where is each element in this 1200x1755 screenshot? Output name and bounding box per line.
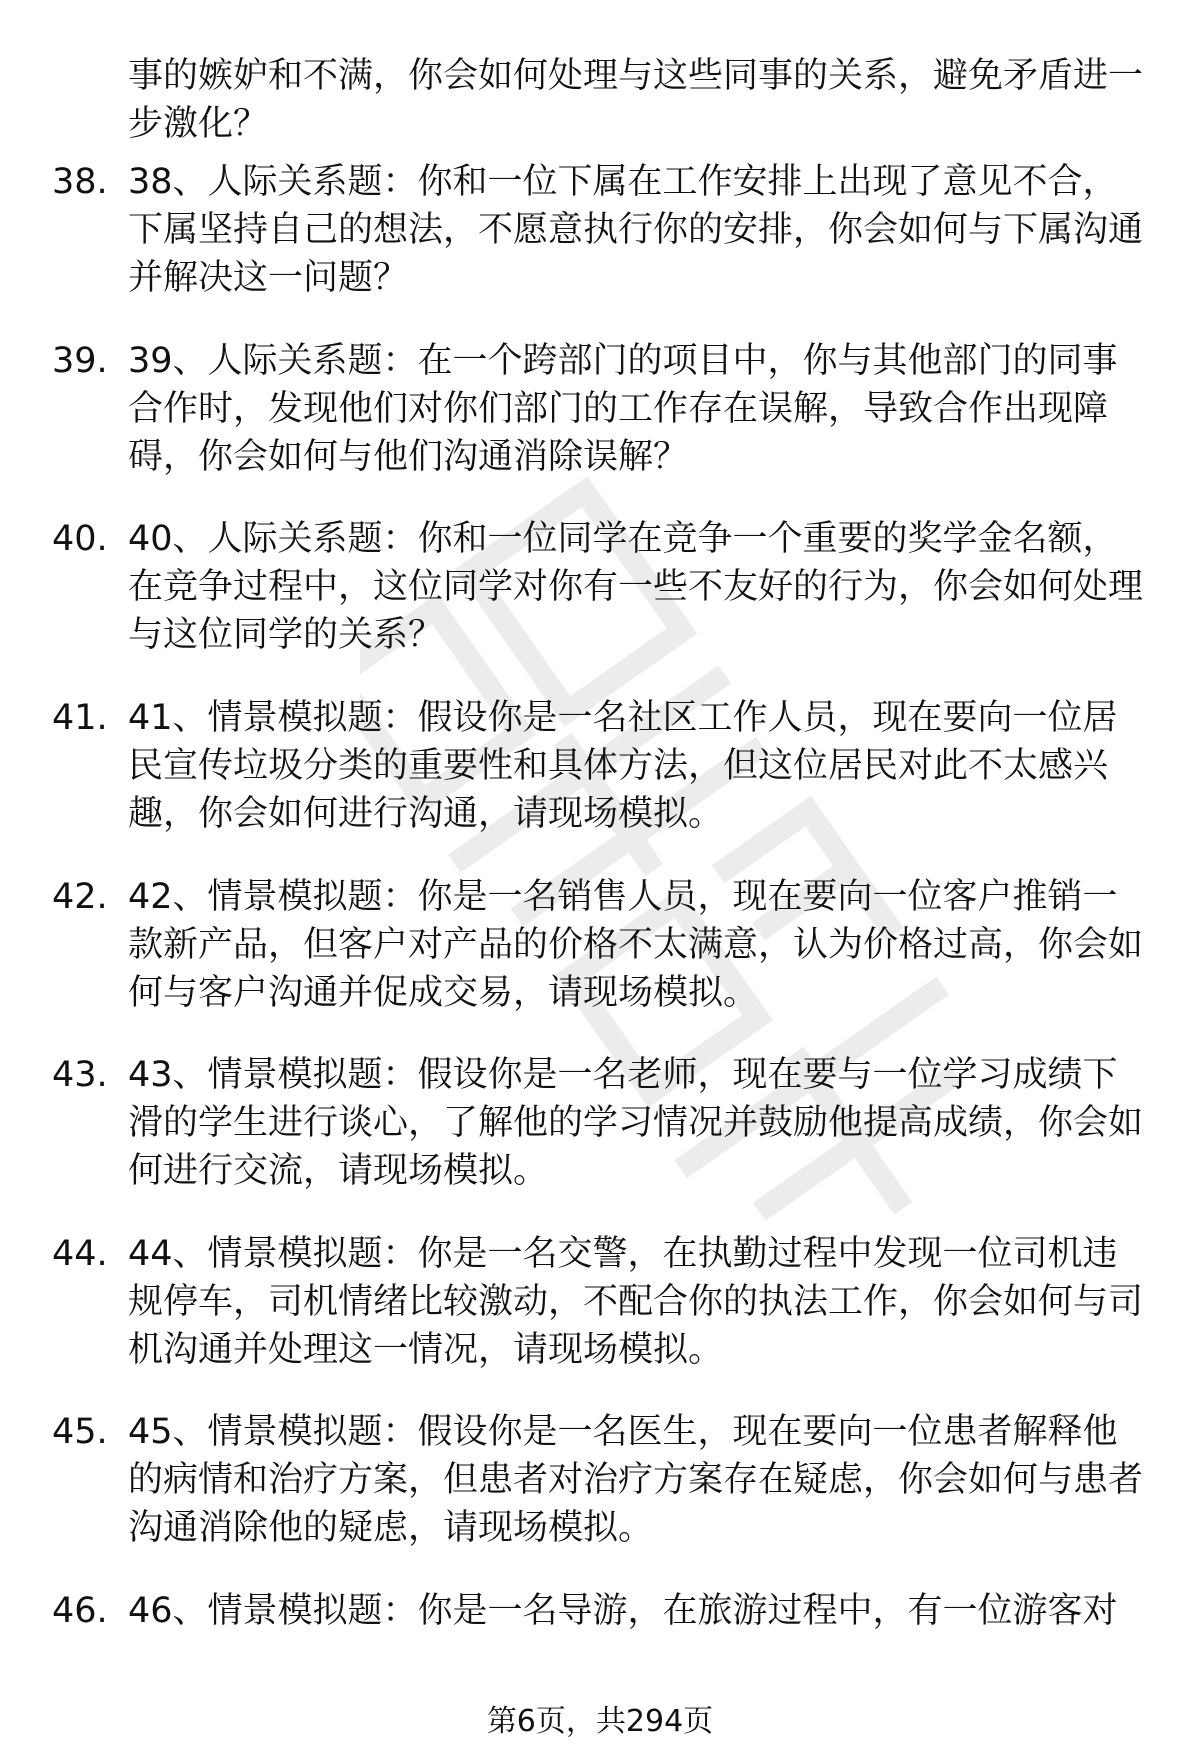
item-text: 45、情景模拟题：假设你是一名医生，现在要向一位患者解释他的病情和治疗方案，但患者对治疗方案存在疑虑，你会如何与患者沟通消除他的疑虑，请现场模拟。 [128, 1412, 1144, 1548]
item-number: 38. [52, 162, 108, 202]
item-text: 38、人际关系题：你和一位下属在工作安排上出现了意见不合，下属坚持自己的想法，不愿意执行你的安排，你会如何与下属沟通并解决这一问题？ [128, 162, 1144, 298]
item-number: 45. [52, 1412, 108, 1452]
item-number: 39. [52, 341, 108, 381]
item-text: 44、情景模拟题：你是一名交警，在执勤过程中发现一位司机违规停车，司机情绪比较激动，不配合你的执法工作，你会如何与司机沟通并处理这一情况，请现场模拟。 [128, 1234, 1144, 1370]
item-number: 44. [52, 1234, 108, 1274]
item-number: 43. [52, 1055, 108, 1095]
item-number: 40. [52, 519, 108, 559]
item-number: 42. [52, 877, 108, 917]
item-text: 41、情景模拟题：假设你是一名社区工作人员，现在要向一位居民宣传垃圾分类的重要性和具体方法，但这位居民对此不太感兴趣，你会如何进行沟通，请现场模拟。 [128, 698, 1118, 834]
item-number: 46. [52, 1591, 108, 1631]
item-text: 43、情景模拟题：假设你是一名老师，现在要与一位学习成绩下滑的学生进行谈心，了解他的学习情况并鼓励他提高成绩，你会如何进行交流，请现场模拟。 [128, 1055, 1144, 1191]
item-text: 42、情景模拟题：你是一名销售人员，现在要向一位客户推销一款新产品，但客户对产品的价格不太满意，认为价格过高，你会如何与客户沟通并促成交易，请现场模拟。 [128, 877, 1144, 1013]
item-text: 40、人际关系题：你和一位同学在竞争一个重要的奖学金名额，在竞争过程中，这位同学对你有一些不友好的行为，你会如何处理与这位同学的关系？ [128, 519, 1144, 655]
continuation-text: 事的嫉妒和不满，你会如何处理与这些同事的关系，避免矛盾进一步激化？ [128, 56, 1144, 144]
item-number: 41. [52, 698, 108, 738]
page-footer: 第6页，共294页 [486, 1704, 714, 1739]
item-text: 46、情景模拟题：你是一名导游，在旅游过程中，有一位游客对 [128, 1591, 1118, 1631]
item-text: 39、人际关系题：在一个跨部门的项目中，你与其他部门的同事合作时，发现他们对你们部门的工作存在误解，导致合作出现障碍，你会如何与他们沟通消除误解？ [128, 341, 1118, 477]
